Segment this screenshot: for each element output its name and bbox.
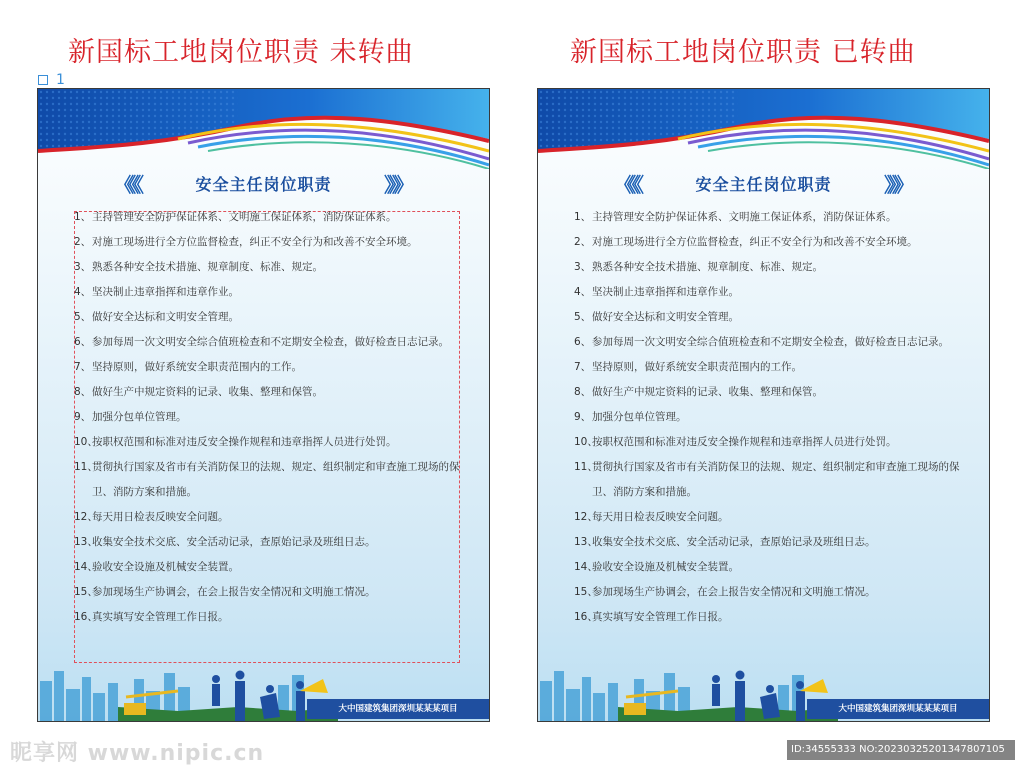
duty-number: 15、	[574, 586, 598, 598]
duty-number: 3、	[74, 261, 92, 273]
poster-header-banner	[38, 89, 489, 169]
duty-item	[74, 255, 466, 280]
duty-number: 2、	[74, 236, 92, 248]
duty-number: 12、	[574, 511, 598, 523]
duty-item	[574, 355, 966, 380]
duty-number: 13、	[74, 536, 98, 548]
duty-text: 主持管理安全防护保证体系、文明施工保证体系，消防保证体系。	[92, 211, 397, 223]
duty-item	[74, 555, 466, 580]
duty-text: 做好生产中规定资料的记录、收集、整理和保管。	[592, 386, 823, 398]
duty-text: 加强分包单位管理。	[92, 411, 187, 423]
duty-number: 3、	[574, 261, 592, 273]
duty-number: 1、	[74, 211, 92, 223]
selection-marker[interactable]	[38, 72, 65, 88]
duty-item	[574, 205, 966, 230]
duty-item	[574, 430, 966, 455]
duty-text: 主持管理安全防护保证体系、文明施工保证体系，消防保证体系。	[592, 211, 897, 223]
duty-number: 16、	[74, 611, 98, 623]
duty-number: 6、	[74, 336, 92, 348]
duty-text: 参加现场生产协调会，在会上报告安全情况和文明施工情况。	[92, 586, 376, 598]
poster-heading: 安全主任岗位职责	[695, 175, 832, 194]
duty-number: 9、	[574, 411, 592, 423]
duty-item	[574, 605, 966, 630]
duty-text: 熟悉各种安全技术措施、规章制度、标准、规定。	[592, 261, 823, 273]
duty-item	[574, 280, 966, 305]
duty-text: 每天用日检表反映安全问题。	[592, 511, 729, 523]
duty-text: 做好安全达标和文明安全管理。	[592, 311, 739, 323]
duty-text: 坚持原则，做好系统安全职责范围内的工作。	[592, 361, 802, 373]
duty-item	[74, 405, 466, 430]
duty-number: 7、	[74, 361, 92, 373]
duty-item	[74, 505, 466, 530]
duty-item	[574, 405, 966, 430]
chevron-left-icon: 《《《	[614, 173, 639, 197]
duty-text: 真实填写安全管理工作日报。	[92, 611, 229, 623]
duty-item	[74, 330, 466, 355]
duty-number: 5、	[574, 311, 592, 323]
duty-number: 4、	[574, 286, 592, 298]
duty-number: 1、	[574, 211, 592, 223]
duty-number: 11、	[74, 461, 98, 473]
duty-item	[574, 505, 966, 530]
footer-project-banner: 大中国建筑集团深圳某某某项目	[807, 699, 989, 719]
duty-item	[74, 380, 466, 405]
poster-heading: 安全主任岗位职责	[195, 175, 332, 194]
duty-item	[74, 455, 466, 505]
poster-heading-row	[538, 173, 989, 197]
duty-text: 参加每周一次文明安全综合值班检查和不定期安全检查，做好检查日志记录。	[592, 336, 949, 348]
duty-number: 14、	[74, 561, 98, 573]
duty-text: 按职权范围和标准对违反安全操作规程和违章指挥人员进行处罚。	[92, 436, 397, 448]
poster-converted	[537, 88, 990, 722]
chevron-left-icon: 《《《	[114, 173, 139, 197]
duty-number: 10、	[74, 436, 98, 448]
left-title: 新国标工地岗位职责 未转曲	[68, 37, 414, 68]
duty-number: 10、	[574, 436, 598, 448]
duty-number: 14、	[574, 561, 598, 573]
duty-item	[74, 530, 466, 555]
duty-number: 8、	[74, 386, 92, 398]
duty-text: 对施工现场进行全方位监督检查，纠正不安全行为和改善不安全环境。	[592, 236, 918, 248]
duty-text: 每天用日检表反映安全问题。	[92, 511, 229, 523]
duty-number: 9、	[74, 411, 92, 423]
duty-text: 坚决制止违章指挥和违章作业。	[592, 286, 739, 298]
duty-text: 对施工现场进行全方位监督检查，纠正不安全行为和改善不安全环境。	[92, 236, 418, 248]
duty-text: 收集安全技术交底、安全活动记录，查原始记录及班组日志。	[592, 536, 876, 548]
duty-item	[74, 430, 466, 455]
duty-item	[74, 305, 466, 330]
duty-text: 加强分包单位管理。	[592, 411, 687, 423]
duty-text: 熟悉各种安全技术措施、规章制度、标准、规定。	[92, 261, 323, 273]
duty-number: 13、	[574, 536, 598, 548]
duty-item	[74, 355, 466, 380]
duty-number: 16、	[574, 611, 598, 623]
duty-item	[74, 280, 466, 305]
image-id-watermark: ID:34555333 NO:20230325201347807105	[787, 740, 1015, 760]
duty-item	[74, 580, 466, 605]
right-title: 新国标工地岗位职责 已转曲	[570, 37, 916, 68]
duty-text: 验收安全设施及机械安全装置。	[592, 561, 739, 573]
duty-item	[574, 555, 966, 580]
poster-heading-row	[38, 173, 489, 197]
duty-item	[574, 580, 966, 605]
duty-text: 贯彻执行国家及省市有关消防保卫的法规、规定、组织制定和审查施工现场的保卫、消防方案和措施。	[92, 461, 460, 498]
duty-number: 6、	[574, 336, 592, 348]
duty-item	[74, 205, 466, 230]
poster-header-banner	[538, 89, 989, 169]
duty-item	[574, 330, 966, 355]
selection-marker-label: 1	[56, 72, 65, 88]
duty-text: 验收安全设施及机械安全装置。	[92, 561, 239, 573]
chevron-right-icon: 》》》	[884, 173, 909, 197]
duty-number: 5、	[74, 311, 92, 323]
duty-item	[574, 455, 966, 505]
duty-text: 参加每周一次文明安全综合值班检查和不定期安全检查，做好检查日志记录。	[92, 336, 449, 348]
site-watermark: 昵享网 www.nipic.cn	[10, 741, 265, 766]
duty-number: 15、	[74, 586, 98, 598]
duty-text: 参加现场生产协调会，在会上报告安全情况和文明施工情况。	[592, 586, 876, 598]
duty-list	[74, 205, 466, 630]
duty-item	[74, 230, 466, 255]
footer-project-banner: 大中国建筑集团深圳某某某项目	[307, 699, 489, 719]
duty-item	[574, 380, 966, 405]
duty-number: 4、	[74, 286, 92, 298]
duty-text: 贯彻执行国家及省市有关消防保卫的法规、规定、组织制定和审查施工现场的保卫、消防方案和措施。	[592, 461, 960, 498]
duty-item	[574, 530, 966, 555]
duty-item	[574, 255, 966, 280]
selection-handle-icon[interactable]	[38, 75, 48, 85]
chevron-right-icon: 》》》	[384, 173, 409, 197]
duty-text: 做好生产中规定资料的记录、收集、整理和保管。	[92, 386, 323, 398]
duty-text: 按职权范围和标准对违反安全操作规程和违章指挥人员进行处罚。	[592, 436, 897, 448]
poster-unconverted	[37, 88, 490, 722]
duty-list	[574, 205, 966, 630]
duty-item	[574, 305, 966, 330]
duty-number: 11、	[574, 461, 598, 473]
duty-number: 7、	[574, 361, 592, 373]
duty-text: 收集安全技术交底、安全活动记录，查原始记录及班组日志。	[92, 536, 376, 548]
duty-text: 坚决制止违章指挥和违章作业。	[92, 286, 239, 298]
duty-text: 坚持原则，做好系统安全职责范围内的工作。	[92, 361, 302, 373]
duty-number: 8、	[574, 386, 592, 398]
duty-number: 2、	[574, 236, 592, 248]
duty-number: 12、	[74, 511, 98, 523]
duty-text: 做好安全达标和文明安全管理。	[92, 311, 239, 323]
duty-text: 真实填写安全管理工作日报。	[592, 611, 729, 623]
duty-item	[74, 605, 466, 630]
duty-item	[574, 230, 966, 255]
